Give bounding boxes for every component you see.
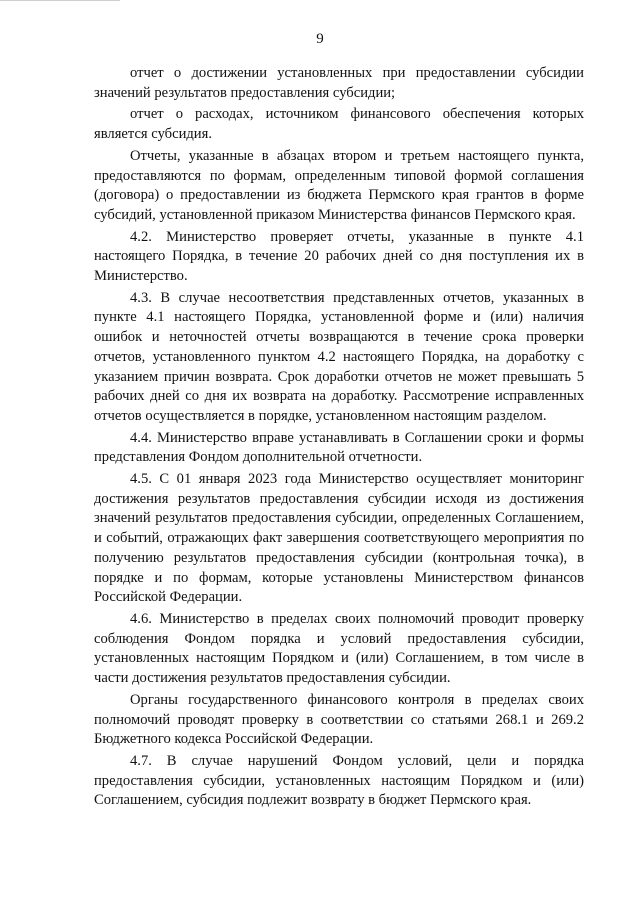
paragraph-report-forms: Отчеты, указанные в абзацах втором и третьем настоящего пункта, предоставляются по формам, определенным типовой формой соглашения (договора) о предоставлении из бюджета Пермского края грантов в форме субсидий, установленной приказом Министерства финансов Пермского края. [94,147,584,223]
paragraph-clause-4-6: 4.6. Министерство в пределах своих полномочий проводит проверку соблюдения Фондом порядка и условий предоставления субсидии, установленных настоящим Порядком и (или) Соглашением, в том числе в части достижения результатов предоставления субсидии. [94,610,584,687]
document-body [94,64,584,811]
paragraph-clause-4-7: 4.7. В случае нарушений Фондом условий, цели и порядка предоставления субсидии, установленных настоящим Порядком и (или) Соглашением, субсидия подлежит возврату в бюджет Пермского края. [94,752,584,809]
scan-edge-mark [0,0,120,1]
page-number: 9 [316,31,324,47]
paragraph-clause-4-3: 4.3. В случае несоответствия представленных отчетов, указанных в пункте 4.1 настоящего Порядка, установленной форме и (или) наличия ошибок и неточностей отчеты возвращаются в течение срока проверки отчетов, установленного пунктом 4.2 настоящего Порядка, на доработку с указанием причин возврата. Срок доработки отчетов не может превышать 5 рабочих дней со дня их возврата на доработку. Рассмотрение исправленных отчетов осуществляется в порядке, установленном настоящим разделом. [94,289,584,424]
paragraph-report-results: отчет о достижении установленных при предоставлении субсидии значений результатов предоставления субсидии; [94,65,584,101]
paragraph-financial-control: Органы государственного финансового контроля в пределах своих полномочий проводят проверку в соответствии со статьями 268.1 и 269.2 Бюджетного кодекса Российской Федерации. [94,691,584,748]
paragraph-report-expenses: отчет о расходах, источником финансового обеспечения которых является субсидия. [94,106,584,143]
paragraph-clause-4-2: 4.2. Министерство проверяет отчеты, указанные в пункте 4.1 настоящего Порядка, в течение 20 рабочих дней со дня поступления их в Министерство. [94,228,584,285]
paragraph-clause-4-5: 4.5. С 01 января 2023 года Министерство осуществляет мониторинг достижения результатов предоставления субсидии исходя из достижения значений результатов предоставления субсидии, определенных Соглашением, и событий, отражающих факт завершения соответствующего мероприятия по получению результатов предоставления субсидии (контрольная точка), в порядке и по формам, которые установлены Министерством финансов Российской Федерации. [94,471,584,606]
paragraph-clause-4-4: 4.4. Министерство вправе устанавливать в Соглашении сроки и формы представления Фондом дополнительной отчетности. [94,429,584,466]
